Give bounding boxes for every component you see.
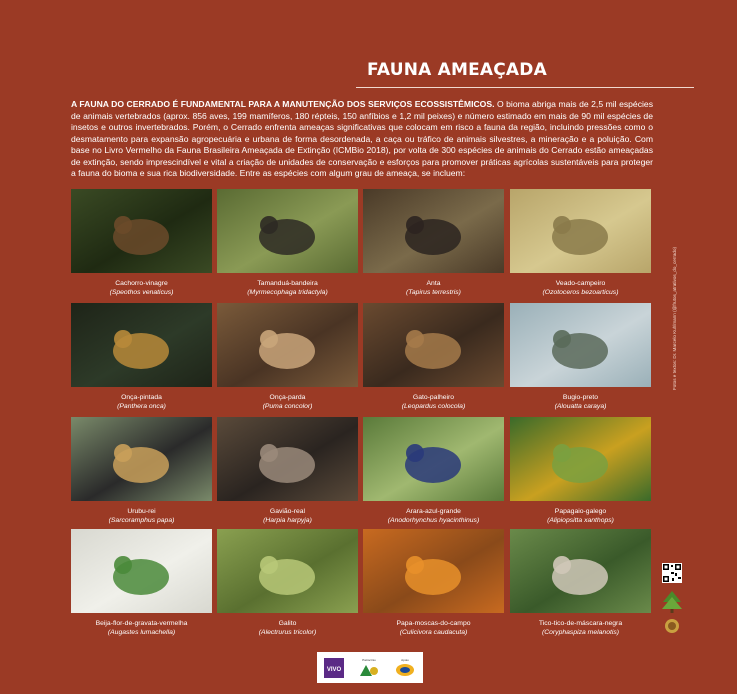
seal-logo-icon <box>664 618 680 639</box>
species-card <box>363 189 504 297</box>
species-scientific-name: (Myrmecophaga tridactyla) <box>247 289 328 296</box>
species-card <box>217 529 358 637</box>
species-card <box>217 189 358 297</box>
species-card <box>363 417 504 525</box>
photo-credit: Fotos e textos: Dr. Marcelo Kuhlmann (@frutos_atrativos_do_cerrado) <box>672 246 677 390</box>
sponsor-bar <box>317 652 423 683</box>
species-photo <box>510 303 651 387</box>
species-common-name: Cachorro-vinagre <box>115 280 168 287</box>
species-common-name: Arara-azul-grande <box>406 508 461 515</box>
species-card <box>71 189 212 297</box>
species-caption <box>217 619 358 637</box>
species-card <box>363 529 504 637</box>
species-photo <box>71 417 212 501</box>
species-caption <box>363 279 504 297</box>
species-common-name: Gavião-real <box>269 508 306 515</box>
species-scientific-name: (Alipiopsitta xanthops) <box>547 517 614 524</box>
species-caption <box>217 393 358 411</box>
species-common-name: Veado-campeiro <box>555 280 606 287</box>
species-scientific-name: (Sarcoramphus papa) <box>108 517 175 524</box>
tree-logo-icon <box>661 590 683 619</box>
species-photo <box>217 189 358 273</box>
species-photo <box>71 303 212 387</box>
species-common-name: Gato-palheiro <box>412 394 455 401</box>
title-divider <box>356 87 694 88</box>
species-scientific-name: (Coryphaspiza melanotis) <box>541 629 620 636</box>
species-common-name: Beija-flor-de-gravata-vermelha <box>95 620 188 627</box>
species-scientific-name: (Harpia harpyja) <box>263 517 312 524</box>
species-card <box>510 417 651 525</box>
sponsor-logo-vivo <box>324 658 344 678</box>
species-scientific-name: (Speothos venaticus) <box>109 289 174 296</box>
intro-lead: A FAUNA DO CERRADO É FUNDAMENTAL PARA A MANUTENÇÃO DOS SERVIÇOS ECOSSISTÊMICOS. <box>71 99 495 109</box>
species-caption <box>71 507 212 525</box>
species-photo <box>510 417 651 501</box>
species-common-name: Anta <box>426 280 441 287</box>
species-common-name: Tamanduá-bandeira <box>257 280 318 287</box>
page-title: FAUNA AMEAÇADA <box>367 60 547 80</box>
sponsor-logo-patrocinio: Patrocínio <box>358 658 380 678</box>
species-common-name: Onça-pintada <box>121 394 162 401</box>
species-common-name: Tico-tico-de-máscara-negra <box>538 620 623 627</box>
species-caption <box>217 279 358 297</box>
species-scientific-name: (Ozotoceros bezoarticus) <box>542 289 619 296</box>
species-photo <box>363 303 504 387</box>
species-card <box>217 303 358 411</box>
species-photo <box>71 529 212 613</box>
species-scientific-name: (Anodorhynchus hyacinthinus) <box>387 517 480 524</box>
species-photo <box>363 189 504 273</box>
intro-body: O bioma abriga mais de 2,5 mil espécies de animais vertebrados (aprox. 856 aves, 199 mamíferos, 180 répteis, 150 anfíbios e 1,2 mil peixes) e número estimado em mais de 90 mil espécies de insetos e outros invertebrados. Porém, o Cerrado enfrenta ameaças significativas que colocam em risco a fauna da região, incluindo pressões como o desmatamento para expansão agropecuária e urbana de forma desordenada, a caça ou tráfico de animais silvestres, a mineração e a poluição. Com base no Livro Vermelho da Fauna Brasileira Ameaçada de Extinção (ICMBio 2018), por volta de 300 espécies de animais do Cerrado estão ameaçadas de extinção, sendo imprescindível e vital a criação de unidades de conservação e esforços para promover práticas agrícolas sustentáveis para proteger a fauna do bioma e sua rica biodiversidade. Entre as espécies com algum grau de ameaça, se incluem: <box>71 99 653 178</box>
species-common-name: Urubu-rei <box>127 508 156 515</box>
species-caption <box>510 507 651 525</box>
species-card <box>71 417 212 525</box>
species-photo <box>217 303 358 387</box>
species-card <box>510 529 651 637</box>
species-photo <box>363 529 504 613</box>
intro-paragraph <box>71 99 653 180</box>
species-caption <box>363 507 504 525</box>
species-card <box>510 189 651 297</box>
species-common-name: Onça-parda <box>269 394 306 401</box>
species-card <box>71 303 212 411</box>
species-common-name: Papagaio-galego <box>554 508 607 515</box>
species-scientific-name: (Puma concolor) <box>262 403 313 410</box>
species-scientific-name: (Leopardus colocola) <box>401 403 466 410</box>
species-common-name: Galito <box>278 620 297 627</box>
species-card <box>510 303 651 411</box>
species-scientific-name: (Culicivora caudacuta) <box>399 629 468 636</box>
species-caption <box>363 619 504 637</box>
species-photo <box>363 417 504 501</box>
species-scientific-name: (Tapirus terrestris) <box>406 289 461 296</box>
qr-code-icon[interactable] <box>662 563 682 583</box>
species-scientific-name: (Alouatta caraya) <box>554 403 607 410</box>
species-photo <box>217 417 358 501</box>
species-photo <box>217 529 358 613</box>
species-card <box>71 529 212 637</box>
species-scientific-name: (Alectrurus tricolor) <box>258 629 317 636</box>
species-scientific-name: (Panthera onca) <box>117 403 166 410</box>
species-caption <box>71 393 212 411</box>
species-caption <box>217 507 358 525</box>
sponsor-logo-apoio: Apoio <box>394 658 416 678</box>
species-photo <box>71 189 212 273</box>
species-caption <box>363 393 504 411</box>
svg-text:VIVO: VIVO <box>326 666 342 673</box>
species-photo <box>510 189 651 273</box>
species-card <box>217 417 358 525</box>
species-caption <box>510 393 651 411</box>
species-caption <box>510 619 651 637</box>
species-caption <box>71 279 212 297</box>
species-caption <box>510 279 651 297</box>
species-card <box>363 303 504 411</box>
species-common-name: Bugio-preto <box>562 394 599 401</box>
species-common-name: Papa-moscas-do-campo <box>396 620 471 627</box>
species-photo <box>510 529 651 613</box>
species-caption <box>71 619 212 637</box>
species-scientific-name: (Augastes lumachella) <box>107 629 176 636</box>
